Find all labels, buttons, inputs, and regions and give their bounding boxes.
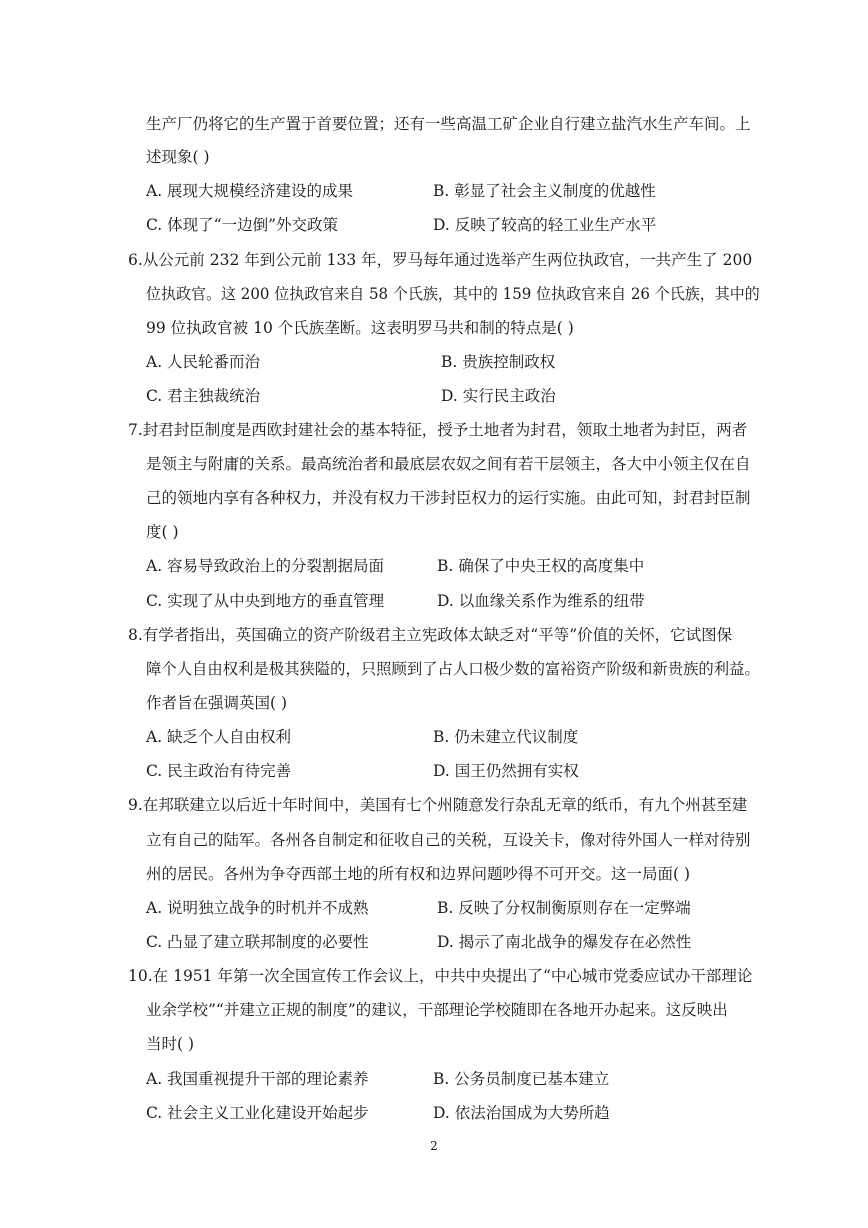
q8-text-line-3: 作者旨在强调英国( ): [146, 694, 288, 712]
q10-text-line-3: 当时( ): [146, 1035, 195, 1053]
q6-option-c: C. 君主独裁统治: [146, 387, 261, 405]
q7-option-d: D. 以血缘关系作为维系的纽带: [437, 592, 645, 610]
q8-text-line-1: 8.有学者指出，英国确立的资产阶级君主立宪政体太缺乏对“平等”价值的关怀，它试图保: [128, 626, 733, 644]
q5-option-d: D. 反映了较高的轻工业生产水平: [433, 216, 657, 234]
q7-option-c: C. 实现了从中央到地方的垂直管理: [146, 592, 385, 610]
page-number: 2: [430, 1139, 438, 1153]
q9-text-line-3: 州的居民。各州为争夺西部土地的所有权和边界问题吵得不可开交。这一局面( ): [146, 865, 691, 883]
q10-option-c: C. 社会主义工业化建设开始起步: [146, 1104, 369, 1122]
q6-option-b: B. 贵族控制政权: [441, 353, 556, 371]
q6-text-line-2: 位执政官。这 200 位执政官来自 58 个氏族，其中的 159 位执政官来自 26 个氏族，其中的: [146, 285, 760, 303]
q7-text-line-1: 7.封君封臣制度是西欧封建社会的基本特征，授予土地者为封君，领取土地者为封臣，两者: [128, 421, 748, 439]
q9-text-line-2: 立有自己的陆军。各州各自制定和征收自己的关税，互设关卡，像对待外国人一样对待别: [146, 831, 751, 849]
q5-option-c: C. 体现了“一边倒”外交政策: [146, 216, 339, 234]
q10-option-d: D. 依法治国成为大势所趋: [433, 1104, 610, 1122]
q5-option-a: A. 展现大规模经济建设的成果: [146, 182, 354, 200]
q8-option-d: D. 国王仍然拥有实权: [433, 762, 579, 780]
q7-text-line-3: 己的领地内享有各种权力，并没有权力干涉封臣权力的运行实施。由此可知，封君封臣制: [146, 489, 751, 507]
q9-option-d: D. 揭示了南北战争的爆发存在必然性: [437, 933, 692, 951]
q7-option-b: B. 确保了中央王权的高度集中: [437, 557, 645, 575]
q6-text-line-3: 99 位执政官被 10 个氏族垄断。这表明罗马共和制的特点是( ): [146, 319, 574, 337]
q5-text-line-2: 述现象( ): [146, 148, 210, 166]
q7-text-line-4: 度( ): [146, 523, 179, 541]
q10-option-b: B. 公务员制度已基本建立: [433, 1070, 610, 1088]
q7-option-a: A. 容易导致政治上的分裂割据局面: [146, 557, 385, 575]
q6-text-line-1: 6.从公元前 232 年到公元前 133 年，罗马每年通过选举产生两位执政官，一共产生了 200: [128, 251, 753, 269]
q8-option-b: B. 仍未建立代议制度: [433, 728, 579, 746]
q9-text-line-1: 9.在邦联建立以后近十年时间中，美国有七个州随意发行杂乱无章的纸币，有九个州甚至建: [128, 796, 748, 814]
q10-option-a: A. 我国重视提升干部的理论素养: [146, 1070, 369, 1088]
q5-option-b: B. 彰显了社会主义制度的优越性: [433, 182, 656, 200]
q9-option-c: C. 凸显了建立联邦制度的必要性: [146, 933, 369, 951]
q5-text-line-1: 生产厂仍将它的生产置于首要位置；还有一些高温工矿企业自行建立盐汽水生产车间。上: [146, 115, 751, 133]
q10-text-line-1: 10.在 1951 年第一次全国宣传工作会议上，中共中央提出了“中心城市党委应试办干部理论: [128, 967, 753, 985]
q6-option-a: A. 人民轮番而治: [146, 353, 261, 371]
q8-text-line-2: 障个人自由权利是极其狭隘的，只照顾到了占人口极少数的富裕资产阶级和新贵族的利益。: [146, 660, 760, 678]
q6-option-d: D. 实行民主政治: [441, 387, 556, 405]
q8-option-c: C. 民主政治有待完善: [146, 762, 292, 780]
q8-option-a: A. 缺乏个人自由权利: [146, 728, 292, 746]
q9-option-b: B. 反映了分权制衡原则存在一定弊端: [437, 899, 691, 917]
q10-text-line-2: 业余学校”“并建立正规的制度”的建议，干部理论学校随即在各地开办起来。这反映出: [146, 1001, 728, 1019]
q9-option-a: A. 说明独立战争的时机并不成熟: [146, 899, 369, 917]
q7-text-line-2: 是领主与附庸的关系。最高统治者和最底层农奴之间有若干层领主，各大中小领主仅在自: [146, 455, 751, 473]
